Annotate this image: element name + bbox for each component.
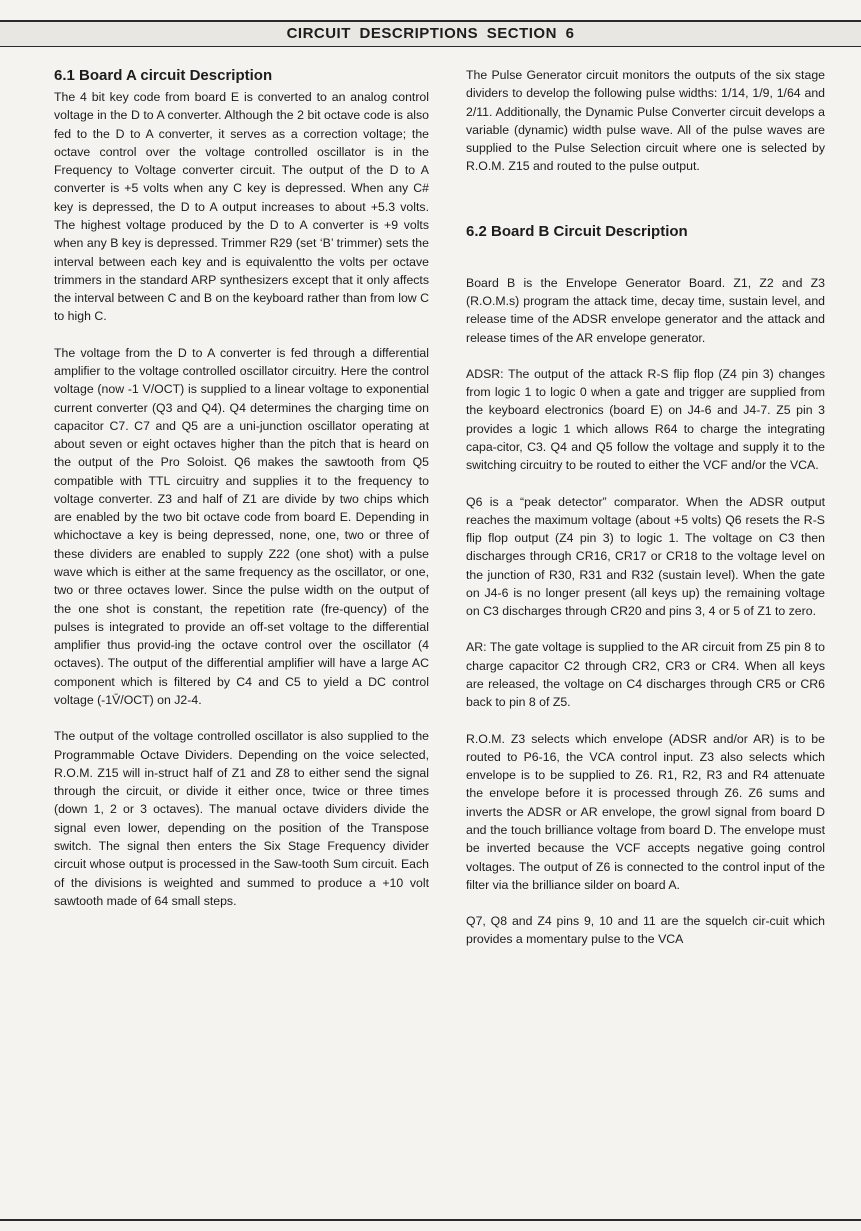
paragraph: The 4 bit key code from board E is converted to an analog control voltage in the D to A converter. Although the 2 bit octave code is also fed to the D to A converter, it serves as a correction voltage; the octave control over the voltage controlled oscillator is in the Frequency to Voltage converter circuit. The output of the D to A converter is +5 volts when any C key is depressed. When any C# key is depressed, the D to A output increases to about +5.3 volts. The highest voltage produced by the D to A converter is +9 volts when any B key is depressed. Trimmer R29 (set ‘B’ trimmer) sets the interval between each key and is equivalentto the volts per octave trimmers in the standard ARP synthesizers except that it only affects the interval between C and B on the keyboard rather than from low C to high C. — [54, 90, 429, 324]
paragraph: The voltage from the D to A converter is fed through a differential amplifier to the voltage controlled oscillator circuitry. Here the control voltage (now -1 V/OCT) is supplied to a linear voltage to exponential current converter (Q3 and Q4). Q4 determines the charging time on capacitor C7. C7 and Q5 are a uni-junction oscillator operating at about seven or eight octaves higher than the pitch that is heard on the output of the Pro Soloist. Q6 makes the sawtooth from Q5 compatible with TTL circuitry and supplies it to the frequency to voltage converter. Z3 and half of Z1 are divide by two chips which are enabled by the two bit octave code from board E. Depending in whichoctave a key is being depressed, none, one, two or three of these dividers are enabled to supply Z22 (one shot) with a pulse wave which is either at the same frequency as the oscillator, or one, two or three octaves lower. Since the pulse width on the output of the one shot is constant, the repetition rate (fre-quency) of the pulses is integrated to provide an off-set voltage to the differential amplifier thus provid-ing the octave control over the oscillator (4 octaves). The output of the differential amplifier will have a large AC component which is filtered by C4 and C5 to yield a DC control voltage (-1V̄/OCT) on J2-4. — [54, 345, 429, 707]
bottom-rule — [0, 1219, 861, 1221]
section-heading-6-1: 6.1 Board A circuit Description — [54, 67, 273, 84]
left-column — [54, 66, 429, 910]
paragraph: AR: The gate voltage is supplied to the AR circuit from Z5 pin 8 to charge capacitor C2 through CR2, CR3 or CR4. When all keys are released, the voltage on C4 discharges through CR5 or CR6 back to pin 8 of Z5. — [466, 640, 825, 710]
paragraph: Q7, Q8 and Z4 pins 9, 10 and 11 are the squelch cir-cuit which provides a momentary pulse to the VCA — [466, 914, 825, 947]
right-column — [466, 66, 825, 949]
paragraph: The output of the voltage controlled oscillator is also supplied to the Programmable Octave Dividers. Depending on the voice selected, R.O.M. Z15 will in-struct half of Z1 and Z8 to either send the signal through the circuit, or divide it either once, twice or three times (down 1, 2 or 3 octaves). The manual octave dividers divide the signal even lower, depending on the position of the Transpose switch. The signal then enters the Six Stage Frequency divider circuit whose output is processed in the Saw-tooth Sum circuit. Each of the divisions is weighted and summed to produce a +10 volt sawtooth made of 64 small steps. — [54, 729, 429, 908]
paragraph: ADSR: The output of the attack R-S flip flop (Z4 pin 3) changes from logic 1 to logic 0 when a gate and trigger are supplied from the keyboard electronics (board E) on J4-6 and J4-7. Z5 pin 3 provides a logic 1 which allows R64 to charge the integrating capa-citor, C3. Q4 and Q5 follow the voltage and supply it to the switching circuitry to be routed to either the VCF and/or the VCA. — [466, 366, 825, 473]
paragraph: R.O.M. Z3 selects which envelope (ADSR and/or AR) is to be routed to P6-16, the VCA control input. Z3 also selects which envelope is to be supplied to Z6. R1, R2, R3 and R4 attenuate the envelope before it is processed through Z6. Z6 sums and inverts the ADSR or AR envelope, the growl signal from board D and the touch brilliance voltage from board D. The envelope must be inverted because the VCF accepts negative going control voltages. The output of Z6 is connected to the control input of the filter via the brilliance silder on board A. — [466, 731, 825, 892]
paragraph: Board B is the Envelope Generator Board. Z1, Z2 and Z3 (R.O.M.s) program the attack time, decay time, sustain level, and release time of the ADSR envelope generator and the attack and release times of the AR envelope generator. — [466, 275, 825, 345]
paragraph: The Pulse Generator circuit monitors the outputs of the six stage dividers to develop the following pulse widths: 1/14, 1/9, 1/64 and 2/11. Additionally, the Dynamic Pulse Converter circuit develops a variable (dynamic) width pulse wave. All of the pulse waves are supplied to the Pulse Selection circuit where one is selected by R.O.M. Z15 and routed to the pulse output. — [466, 68, 825, 174]
page-title: CIRCUIT DESCRIPTIONS SECTION 6 — [286, 25, 575, 42]
section-heading-6-2: 6.2 Board B Circuit Description — [466, 222, 688, 240]
paragraph: Q6 is a “peak detector” comparator. When the ADSR output reaches the maximum voltage (about +5 volts) Q6 resets the R-S flip flop output (Z4 pin 3) to logic 1. The voltage on C3 then discharges through CR16, CR17 or CR18 to the voltage level on the junction of R30, R31 and R32 (sustain level). When the gate on J4-6 is no longer present (all keys up) the remaining voltage on C3 discharges through CR20 and pins 3, 4 or 5 of Z1 to zero. — [466, 494, 825, 619]
